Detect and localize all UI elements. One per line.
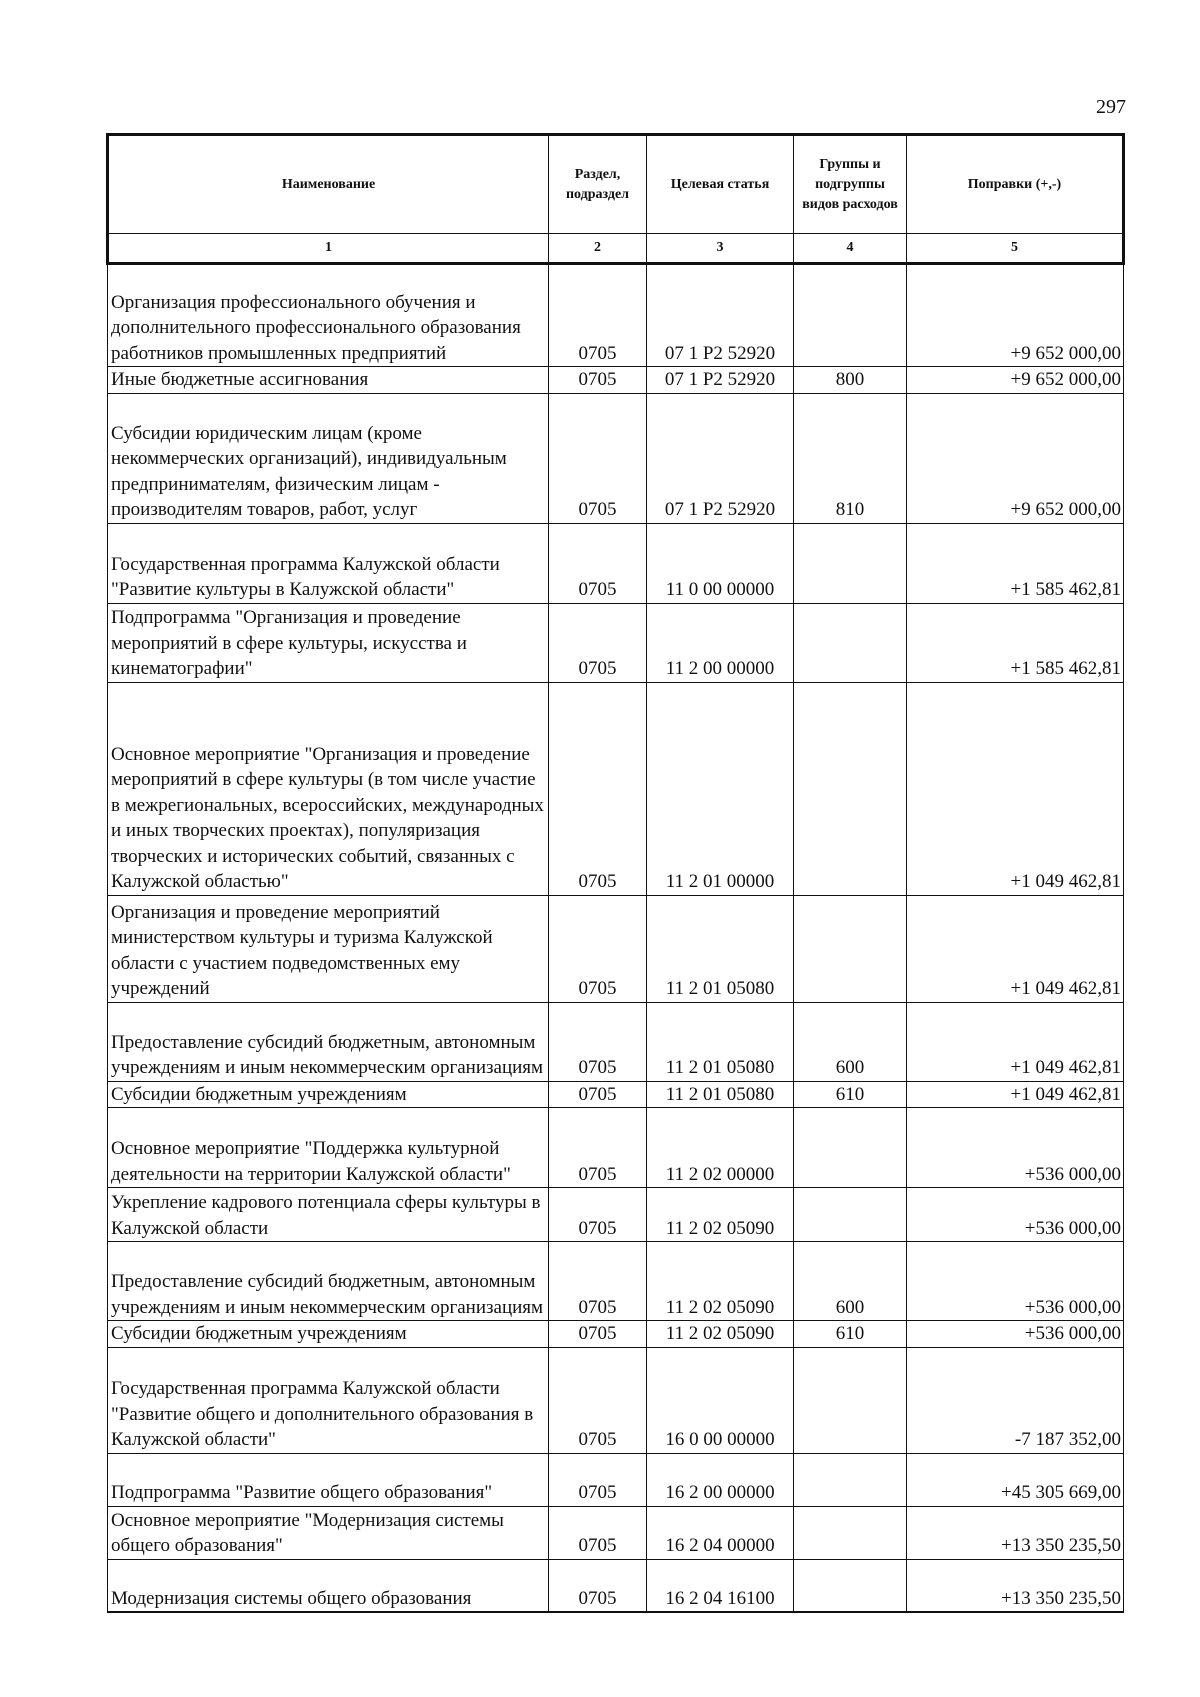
- row-target: 11 2 01 05080: [647, 1002, 794, 1081]
- row-name: Подпрограмма "Развитие общего образования": [108, 1453, 549, 1506]
- row-section: 0705: [549, 367, 647, 394]
- column-number: 4: [794, 234, 907, 264]
- row-target: 11 2 00 00000: [647, 603, 794, 682]
- header-section: Раздел, подраздел: [549, 135, 647, 234]
- table-row: [108, 1081, 1124, 1108]
- row-section: 0705: [549, 895, 647, 1002]
- column-number-row: [108, 234, 1124, 264]
- row-target: 11 2 02 05090: [647, 1242, 794, 1321]
- table-row: [108, 1506, 1124, 1559]
- header-target: Целевая статья: [647, 135, 794, 234]
- budget-table: [106, 133, 1125, 1613]
- column-number: 2: [549, 234, 647, 264]
- row-group: 810: [794, 393, 907, 523]
- row-section: 0705: [549, 1188, 647, 1242]
- row-group: 610: [794, 1321, 907, 1348]
- table-row: [108, 603, 1124, 682]
- row-group: [794, 603, 907, 682]
- row-target: 07 1 Р2 52920: [647, 264, 794, 367]
- row-name: Организация профессионального обучения и дополнительного профессионального образования работников промышленных предприятий: [108, 264, 549, 367]
- row-amount: +13 350 235,50: [907, 1559, 1124, 1612]
- row-name: Организация и проведение мероприятий министерством культуры и туризма Калужской области с участием подведомственных ему учреждений: [108, 895, 549, 1002]
- row-amount: +9 652 000,00: [907, 393, 1124, 523]
- row-name: Предоставление субсидий бюджетным, автономным учреждениям и иным некоммерческим организациям: [108, 1242, 549, 1321]
- row-group: 800: [794, 367, 907, 394]
- table-row: [108, 1347, 1124, 1453]
- row-section: 0705: [549, 1321, 647, 1348]
- row-target: 11 2 01 00000: [647, 682, 794, 895]
- row-amount: +1 585 462,81: [907, 523, 1124, 603]
- row-section: 0705: [549, 1559, 647, 1612]
- row-target: 16 2 00 00000: [647, 1453, 794, 1506]
- row-section: 0705: [549, 1347, 647, 1453]
- row-group: [794, 1108, 907, 1188]
- table-row: [108, 523, 1124, 603]
- table-row: [108, 1108, 1124, 1188]
- row-target: 11 0 00 00000: [647, 523, 794, 603]
- table-row: [108, 393, 1124, 523]
- row-group: [794, 264, 907, 367]
- row-section: 0705: [549, 393, 647, 523]
- table-row: [108, 1242, 1124, 1321]
- row-section: 0705: [549, 1002, 647, 1081]
- row-amount: +9 652 000,00: [907, 264, 1124, 367]
- row-name: Государственная программа Калужской области "Развитие культуры в Калужской области": [108, 523, 549, 603]
- row-group: [794, 1453, 907, 1506]
- row-name: Основное мероприятие "Модернизация системы общего образования": [108, 1506, 549, 1559]
- row-group: [794, 1347, 907, 1453]
- row-section: 0705: [549, 1081, 647, 1108]
- row-target: 11 2 02 05090: [647, 1188, 794, 1242]
- row-amount: +1 049 462,81: [907, 895, 1124, 1002]
- row-section: 0705: [549, 523, 647, 603]
- row-name: Субсидии юридическим лицам (кроме некоммерческих организаций), индивидуальным предпринимателям, физическим лицам - производителям товаров, работ, услуг: [108, 393, 549, 523]
- row-name: Предоставление субсидий бюджетным, автономным учреждениям и иным некоммерческим организациям: [108, 1002, 549, 1081]
- row-section: 0705: [549, 603, 647, 682]
- row-name: Иные бюджетные ассигнования: [108, 367, 549, 394]
- row-group: [794, 1188, 907, 1242]
- table-row: [108, 1002, 1124, 1081]
- row-section: 0705: [549, 1506, 647, 1559]
- row-name: Укрепление кадрового потенциала сферы культуры в Калужской области: [108, 1188, 549, 1242]
- row-target: 07 1 Р2 52920: [647, 393, 794, 523]
- column-number: 3: [647, 234, 794, 264]
- row-amount: +13 350 235,50: [907, 1506, 1124, 1559]
- table-row: [108, 367, 1124, 394]
- row-group: [794, 1506, 907, 1559]
- row-amount: +536 000,00: [907, 1321, 1124, 1348]
- row-target: 11 2 01 05080: [647, 895, 794, 1002]
- table-row: [108, 682, 1124, 895]
- row-name: Основное мероприятие "Поддержка культурной деятельности на территории Калужской области": [108, 1108, 549, 1188]
- row-target: 11 2 02 05090: [647, 1321, 794, 1348]
- header-group: Группы и подгруппы видов расходов: [794, 135, 907, 234]
- row-amount: +9 652 000,00: [907, 367, 1124, 394]
- row-amount: +1 049 462,81: [907, 682, 1124, 895]
- row-name: Основное мероприятие "Организация и проведение мероприятий в сфере культуры (в том числе участие в межрегиональных, всероссийских, международных и иных творческих проектах), популяризация творческих и исторических событий, связанных с Калужской областью": [108, 682, 549, 895]
- row-target: 16 2 04 16100: [647, 1559, 794, 1612]
- row-amount: -7 187 352,00: [907, 1347, 1124, 1453]
- row-section: 0705: [549, 1242, 647, 1321]
- row-group: [794, 895, 907, 1002]
- header-row: [108, 135, 1124, 234]
- column-number: 5: [907, 234, 1124, 264]
- row-section: 0705: [549, 1453, 647, 1506]
- table-row: [108, 1559, 1124, 1612]
- row-group: 610: [794, 1081, 907, 1108]
- row-name: Модернизация системы общего образования: [108, 1559, 549, 1612]
- column-number: 1: [108, 234, 549, 264]
- table-row: [108, 264, 1124, 367]
- row-section: 0705: [549, 264, 647, 367]
- row-amount: +1 585 462,81: [907, 603, 1124, 682]
- row-name: Субсидии бюджетным учреждениям: [108, 1321, 549, 1348]
- row-amount: +536 000,00: [907, 1242, 1124, 1321]
- row-amount: +536 000,00: [907, 1108, 1124, 1188]
- table-row: [108, 1453, 1124, 1506]
- table-row: [108, 895, 1124, 1002]
- row-group: [794, 1559, 907, 1612]
- table-row: [108, 1188, 1124, 1242]
- row-amount: +536 000,00: [907, 1188, 1124, 1242]
- row-target: 11 2 02 00000: [647, 1108, 794, 1188]
- row-amount: +1 049 462,81: [907, 1002, 1124, 1081]
- row-group: 600: [794, 1242, 907, 1321]
- row-target: 07 1 Р2 52920: [647, 367, 794, 394]
- row-section: 0705: [549, 1108, 647, 1188]
- row-group: [794, 682, 907, 895]
- row-amount: +1 049 462,81: [907, 1081, 1124, 1108]
- row-name: Субсидии бюджетным учреждениям: [108, 1081, 549, 1108]
- row-name: Государственная программа Калужской области "Развитие общего и дополнительного образования в Калужской области": [108, 1347, 549, 1453]
- row-section: 0705: [549, 682, 647, 895]
- row-target: 11 2 01 05080: [647, 1081, 794, 1108]
- header-name: Наименование: [108, 135, 549, 234]
- table-body: [108, 264, 1124, 1613]
- row-group: [794, 523, 907, 603]
- row-group: 600: [794, 1002, 907, 1081]
- row-target: 16 0 00 00000: [647, 1347, 794, 1453]
- row-amount: +45 305 669,00: [907, 1453, 1124, 1506]
- row-name: Подпрограмма "Организация и проведение мероприятий в сфере культуры, искусства и кинематографии": [108, 603, 549, 682]
- table-row: [108, 1321, 1124, 1348]
- row-target: 16 2 04 00000: [647, 1506, 794, 1559]
- page-number: 297: [1096, 96, 1126, 118]
- header-amount: Поправки (+,-): [907, 135, 1124, 234]
